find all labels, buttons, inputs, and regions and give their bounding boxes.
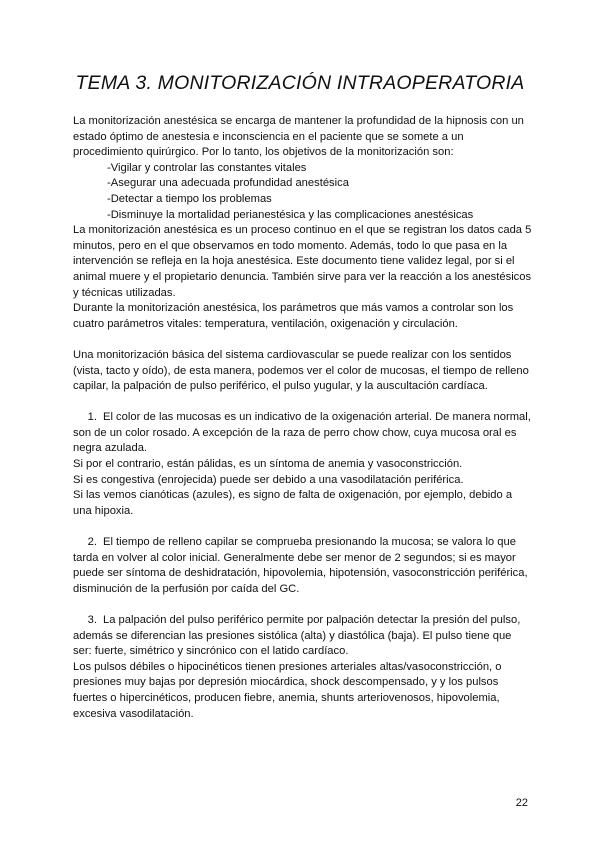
section-1-text: El color de las mucosas es un indicativo de la oxigenación arterial. De manera normal, son de un color rosado. A excepción de la raza de perro chow chow, cuya mucosa oral es negra azulada.: [73, 411, 531, 455]
objective-item: -Disminuye la mortalidad perianestésica y las complicaciones anestésicas: [107, 208, 474, 221]
intro-paragraph: La monitorización anestésica se encarga de mantener la profundidad de la hipnosis con un estado óptimo de anestesia e inconsciencia en el paciente que se somete a un procedimiento quirúrgico. Por lo tanto, los objetivos de la monitorización son:: [73, 115, 524, 159]
section-2-number: 2.: [87, 536, 97, 549]
page-number: 22: [515, 797, 528, 809]
section-3-line: Los pulsos débiles o hipocinéticos tienen presiones arteriales altas/vasoconstricción, o presiones muy bajas por depresión miocárdica, shock descompensado, y y los pulsos fuertes o hipercinéticos, producen fiebre, anemia, shunts arteriovenosos, hipovolemia, excesiva vasodilatación.: [73, 660, 502, 720]
section-2-lead: [73, 535, 533, 597]
spacer: [73, 332, 533, 348]
section-1-line: Si es congestiva (enrojecida) puede ser debido a una vasodilatación periférica.: [73, 473, 464, 486]
section-1-line: Si las vemos cianóticas (azules), es signo de falta de oxigenación, por ejemplo, debido a una hipoxia.: [73, 489, 513, 517]
cardio-paragraph: Una monitorización básica del sistema cardiovascular se puede realizar con los sentidos (vista, tacto y oído), de esta manera, podemos ver el color de mucosas, el tiempo de relleno capilar, la palpación de pulso periférico, el pulso yugular, y la auscultación cardíaca.: [73, 348, 529, 393]
section-3-number: 3.: [87, 614, 97, 626]
spacer: [73, 395, 533, 411]
objective-item: -Vigilar y controlar las constantes vitales: [107, 161, 307, 174]
parameters-paragraph: Durante la monitorización anestésica, los parámetros que más vamos a controlar son los cuatro parámetros vitales: temperatura, ventilación, oxigenación y circulación.: [73, 302, 514, 330]
page-title: TEMA 3. MONITORIZACIÓN INTRAOPERATORIA: [75, 72, 525, 94]
section-3-lead: [73, 613, 533, 660]
section-2-text: El tiempo de relleno capilar se comprueba presionando la mucosa; se valora lo que tarda en volver al color inicial. Generalmente debe ser menor de 2 segundos; si es mayor puede ser síntoma de deshidratación, hipovolemia, hipotensión, vasoconstricción periférica, disminución de la perfusión por caída del GC.: [73, 536, 528, 595]
objectives-list: [73, 161, 533, 223]
section-1-lead: [73, 410, 533, 457]
document-body: [73, 114, 533, 722]
continuous-paragraph: La monitorización anestésica es un proceso continuo en el que se registran los datos cada 5 minutos, pero en el que observamos en todo momento. Además, todo lo que pasa en la intervención se refleja en la hoja anestésica. Este documento tiene validez legal, por si el animal muere y el propietario denuncia. También sirve para ver la reacción a los anestésicos y técnicas utilizadas.: [73, 224, 532, 299]
section-3-text: La palpación del pulso periférico permite por palpación detectar la presión del pulso, además se diferencian las presiones sistólica (alta) y diastólica (baja). El pulso tiene que ser: fuerte, simétrico y sincrónico con el latido cardíaco.: [73, 614, 521, 658]
spacer: [73, 597, 533, 613]
section-1-line: Si por el contrario, están pálidas, es un síntoma de anemia y vasoconstricción.: [73, 458, 463, 471]
objective-item: -Asegurar una adecuada profundidad anestésica: [107, 177, 349, 190]
spacer: [73, 519, 533, 535]
objective-item: -Detectar a tiempo los problemas: [107, 192, 272, 205]
section-1-number: 1.: [87, 411, 97, 424]
